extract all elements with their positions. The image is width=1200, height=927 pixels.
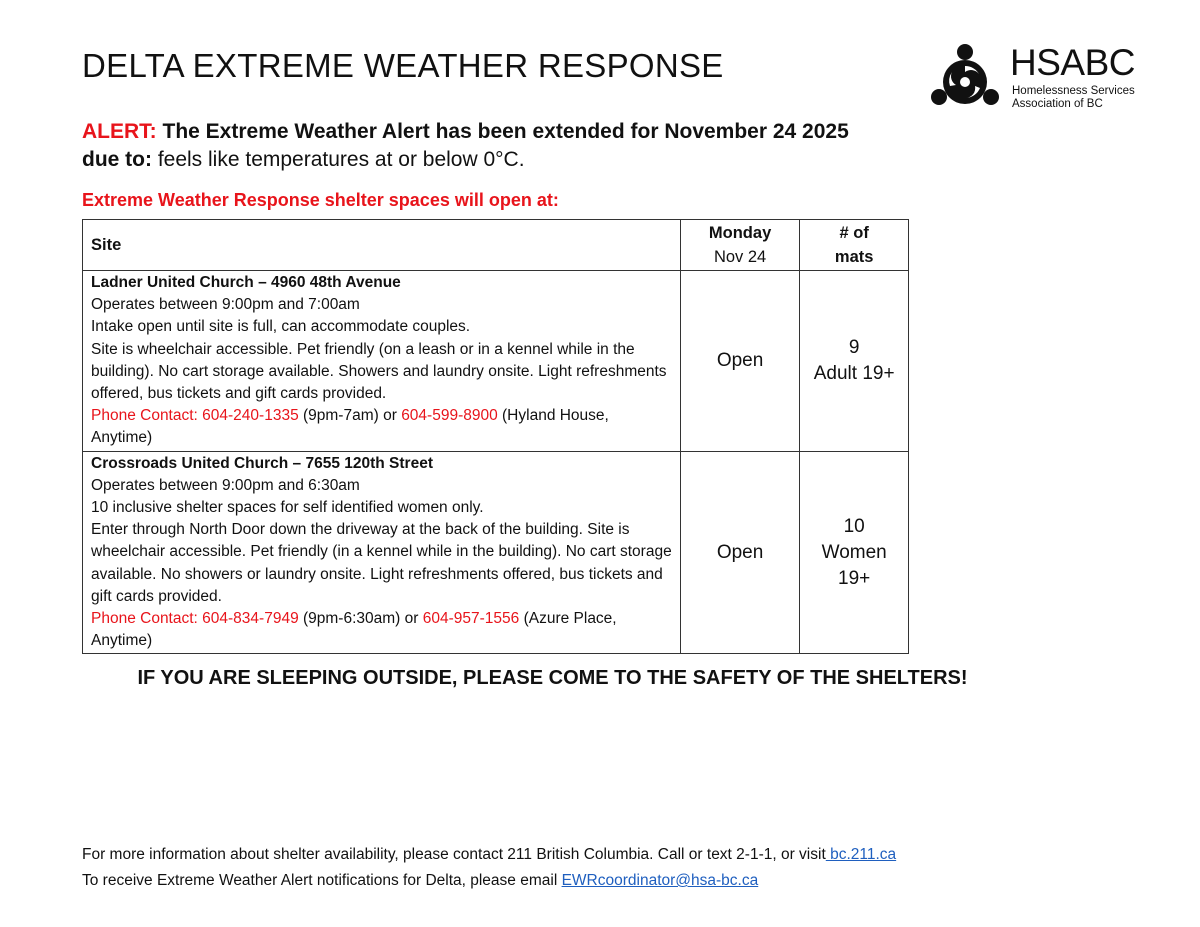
site-phone-primary-note: (9pm-6:30am) or [298, 610, 423, 628]
site-mats [800, 271, 909, 452]
due-label: due to: [82, 148, 152, 171]
bc211-link[interactable]: bc.211.ca [825, 846, 897, 863]
site-phone-secondary-note: (Azure Place, Anytime) [91, 610, 617, 650]
alert-line [82, 118, 849, 146]
site-description [83, 271, 681, 452]
header-mats [800, 220, 909, 271]
shelter-open-heading: Extreme Weather Response shelter spaces will open at: [82, 190, 559, 210]
site-description [83, 451, 681, 654]
site-status: Open [680, 451, 800, 654]
safety-message: IF YOU ARE SLEEPING OUTSIDE, PLEASE COME TO THE SAFETY OF THE SHELTERS! [137, 667, 968, 689]
header-day-name: Monday [708, 224, 772, 242]
header-mats-line1: # of [839, 224, 869, 242]
hsabc-swirl-logo-icon [928, 42, 1002, 112]
site-status: Open [680, 271, 800, 452]
site-phone-secondary: 604-957-1556 [422, 610, 520, 628]
mats-count: 9 [848, 336, 860, 358]
site-phone-primary-note: (9pm-7am) or [298, 407, 402, 425]
mats-group: Adult 19+ [813, 362, 895, 384]
site-phone-primary: Phone Contact: 604-834-7949 [91, 610, 299, 628]
site-hours: Operates between 9:00pm and 6:30am [91, 476, 360, 494]
mats-age: 19+ [838, 567, 871, 589]
table-row [83, 451, 909, 654]
site-name: Crossroads United Church – 7655 120th Street [91, 454, 433, 472]
header-site: Site [83, 220, 681, 271]
due-text: feels like temperatures at or below 0°C. [151, 148, 525, 171]
site-phone-secondary: 604-599-8900 [401, 407, 498, 425]
coordinator-email-link[interactable]: EWRcoordinator@hsa-bc.ca [561, 872, 759, 889]
site-name: Ladner United Church – 4960 48th Avenue [91, 274, 401, 291]
mats-group: Women [821, 541, 887, 563]
site-details: Enter through North Door down the driveway at the back of the building. Site is wheelchair accessible. Pet friendly (in a kennel while in the building). No cart storage available. No showers or laundry onsite. Light refreshments offered, bus tickets and gift cards provided. [91, 521, 672, 605]
mats-count: 10 [843, 515, 865, 537]
shelter-sites-table [82, 219, 909, 654]
table-header-row [83, 220, 909, 271]
site-hours: Operates between 9:00pm and 7:00am [91, 296, 360, 314]
site-phone-secondary-note: (Hyland House, Anytime) [91, 407, 609, 447]
footer-info-text: For more information about shelter availability, please contact 211 British Columbia. Call or text 2-1-1, or visit [82, 846, 826, 863]
site-intake: Intake open until site is full, can accommodate couples. [91, 318, 471, 336]
alert-label: ALERT: [82, 120, 157, 143]
site-phone-primary: Phone Contact: 604-240-1335 [91, 407, 299, 425]
footer-email-line [82, 870, 758, 892]
logo-subtitle-line1: Homelessness Services [1012, 85, 1135, 97]
alert-text: The Extreme Weather Alert has been extended for November 24 2025 [156, 120, 849, 143]
table-row [83, 271, 909, 452]
site-intake: 10 inclusive shelter spaces for self identified women only. [91, 499, 484, 517]
hsabc-logo [928, 42, 1138, 114]
site-mats [800, 451, 909, 654]
due-line [82, 146, 525, 174]
header-day-date: Nov 24 [713, 248, 767, 266]
logo-subtitle-line2: Association of BC [1012, 98, 1103, 110]
footer-email-text: To receive Extreme Weather Alert notifications for Delta, please email [82, 872, 562, 889]
header-day [680, 220, 800, 271]
page-title: DELTA EXTREME WEATHER RESPONSE [82, 47, 724, 84]
header-mats-line2: mats [834, 248, 874, 266]
logo-subtitle [1012, 85, 1135, 111]
site-details: Site is wheelchair accessible. Pet friendly (on a leash or in a kennel while in the building). No cart storage available. Showers and laundry onsite. Light refreshments offered, bus tickets and gift cards provided. [91, 340, 667, 403]
logo-brand-text: HSABC [1010, 42, 1135, 83]
footer-info-line [82, 844, 896, 866]
